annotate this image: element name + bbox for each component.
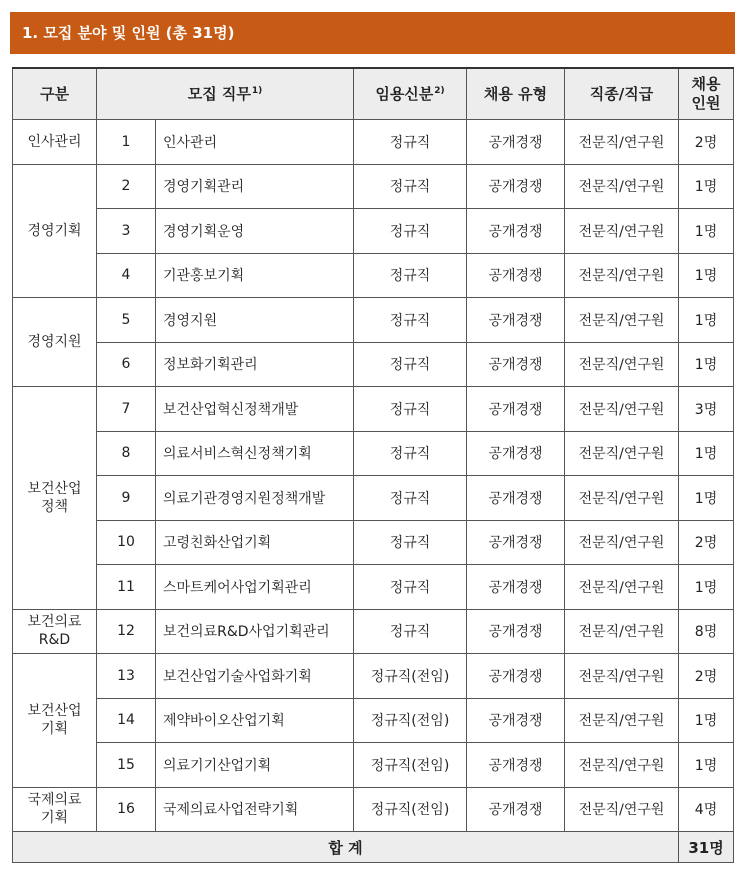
- row-number-cell: 10: [97, 520, 156, 565]
- job-cell: 보건의료R&D사업기획관리: [156, 609, 354, 654]
- grade-cell: 전문직/연구원: [565, 342, 679, 387]
- count-cell: 1명: [679, 431, 734, 476]
- job-cell: 국제의료사업전략기획: [156, 787, 354, 832]
- status-cell: 정규직: [354, 164, 467, 209]
- status-cell: 정규직: [354, 565, 467, 610]
- count-cell: 1명: [679, 253, 734, 298]
- row-number-cell: 16: [97, 787, 156, 832]
- type-cell: 공개경쟁: [467, 164, 565, 209]
- table-row: [13, 387, 734, 432]
- row-number-cell: 8: [97, 431, 156, 476]
- status-cell: 정규직: [354, 387, 467, 432]
- header-duty: 모집 직무$^{1)}$: [97, 68, 354, 120]
- row-number-cell: 13: [97, 654, 156, 699]
- table-row: [13, 787, 734, 832]
- grade-cell: 전문직/연구원: [565, 120, 679, 165]
- type-cell: 공개경쟁: [467, 387, 565, 432]
- grade-cell: 전문직/연구원: [565, 298, 679, 343]
- table-row: [13, 253, 734, 298]
- status-cell: 정규직: [354, 476, 467, 521]
- grade-cell: 전문직/연구원: [565, 253, 679, 298]
- job-cell: 스마트케어사업기획관리: [156, 565, 354, 610]
- category-cell: 보건산업 기획: [13, 654, 97, 788]
- table-body: [13, 120, 734, 832]
- job-cell: 기관홍보기획: [156, 253, 354, 298]
- count-cell: 1명: [679, 698, 734, 743]
- grade-cell: 전문직/연구원: [565, 743, 679, 788]
- row-number-cell: 12: [97, 609, 156, 654]
- header-count: 채용 인원: [679, 68, 734, 120]
- job-cell: 의료기기산업기획: [156, 743, 354, 788]
- category-cell: 국제의료 기획: [13, 787, 97, 832]
- job-cell: 경영지원: [156, 298, 354, 343]
- grade-cell: 전문직/연구원: [565, 609, 679, 654]
- count-cell: 1명: [679, 342, 734, 387]
- row-number-cell: 14: [97, 698, 156, 743]
- job-cell: 보건산업기술사업화기획: [156, 654, 354, 699]
- grade-cell: 전문직/연구원: [565, 565, 679, 610]
- header-status: 임용신분$^{2)}$: [354, 68, 467, 120]
- status-cell: 정규직: [354, 342, 467, 387]
- footnote-mark: 1): [251, 85, 263, 96]
- table-header: [13, 68, 734, 120]
- header-grade: 직종/직급: [565, 68, 679, 120]
- header-category: 구분: [13, 68, 97, 120]
- grade-cell: 전문직/연구원: [565, 698, 679, 743]
- type-cell: 공개경쟁: [467, 520, 565, 565]
- section-title-banner: [10, 12, 735, 54]
- count-cell: 2명: [679, 520, 734, 565]
- total-label: 합 계: [13, 832, 679, 863]
- count-cell: 1명: [679, 298, 734, 343]
- table-row: [13, 298, 734, 343]
- row-number-cell: 1: [97, 120, 156, 165]
- job-cell: 보건산업혁신정책개발: [156, 387, 354, 432]
- row-number-cell: 15: [97, 743, 156, 788]
- status-cell: 정규직: [354, 520, 467, 565]
- grade-cell: 전문직/연구원: [565, 164, 679, 209]
- table-row: [13, 565, 734, 610]
- job-cell: 의료기관경영지원정책개발: [156, 476, 354, 521]
- row-number-cell: 4: [97, 253, 156, 298]
- count-cell: 4명: [679, 787, 734, 832]
- grade-cell: 전문직/연구원: [565, 787, 679, 832]
- category-cell: 보건의료 R&D: [13, 609, 97, 654]
- grade-cell: 전문직/연구원: [565, 654, 679, 699]
- count-cell: 1명: [679, 565, 734, 610]
- type-cell: 공개경쟁: [467, 565, 565, 610]
- type-cell: 공개경쟁: [467, 342, 565, 387]
- status-cell: 정규직(전임): [354, 698, 467, 743]
- count-cell: 2명: [679, 120, 734, 165]
- count-cell: 3명: [679, 387, 734, 432]
- type-cell: 공개경쟁: [467, 654, 565, 699]
- row-number-cell: 3: [97, 209, 156, 254]
- grade-cell: 전문직/연구원: [565, 431, 679, 476]
- table-row: [13, 520, 734, 565]
- status-cell: 정규직: [354, 431, 467, 476]
- status-cell: 정규직: [354, 609, 467, 654]
- grade-cell: 전문직/연구원: [565, 209, 679, 254]
- type-cell: 공개경쟁: [467, 253, 565, 298]
- footnote-mark: 2): [434, 85, 445, 96]
- status-cell: 정규직(전임): [354, 654, 467, 699]
- count-cell: 8명: [679, 609, 734, 654]
- table-row: [13, 476, 734, 521]
- type-cell: 공개경쟁: [467, 298, 565, 343]
- status-cell: 정규직: [354, 209, 467, 254]
- count-cell: 1명: [679, 164, 734, 209]
- type-cell: 공개경쟁: [467, 609, 565, 654]
- table-row: [13, 654, 734, 699]
- total-row: [13, 832, 734, 863]
- type-cell: 공개경쟁: [467, 209, 565, 254]
- status-cell: 정규직: [354, 253, 467, 298]
- total-count: 31명: [679, 832, 734, 863]
- status-cell: 정규직(전임): [354, 787, 467, 832]
- table-row: [13, 698, 734, 743]
- job-cell: 의료서비스혁신정책기획: [156, 431, 354, 476]
- status-cell: 정규직: [354, 298, 467, 343]
- type-cell: 공개경쟁: [467, 431, 565, 476]
- table-row: [13, 609, 734, 654]
- status-cell: 정규직: [354, 120, 467, 165]
- row-number-cell: 11: [97, 565, 156, 610]
- section-title: 1. 모집 분야 및 인원 (총 31명): [22, 24, 235, 42]
- table-row: [13, 431, 734, 476]
- type-cell: 공개경쟁: [467, 743, 565, 788]
- recruitment-table: [12, 67, 734, 863]
- count-cell: 1명: [679, 476, 734, 521]
- count-cell: 1명: [679, 209, 734, 254]
- count-cell: 1명: [679, 743, 734, 788]
- row-number-cell: 7: [97, 387, 156, 432]
- category-cell: 인사관리: [13, 120, 97, 165]
- type-cell: 공개경쟁: [467, 787, 565, 832]
- job-cell: 인사관리: [156, 120, 354, 165]
- row-number-cell: 9: [97, 476, 156, 521]
- table-row: [13, 743, 734, 788]
- category-cell: 경영지원: [13, 298, 97, 387]
- count-cell: 2명: [679, 654, 734, 699]
- type-cell: 공개경쟁: [467, 476, 565, 521]
- type-cell: 공개경쟁: [467, 120, 565, 165]
- job-cell: 경영기획운영: [156, 209, 354, 254]
- category-cell: 경영기획: [13, 164, 97, 298]
- table-row: [13, 120, 734, 165]
- table-row: [13, 164, 734, 209]
- header-type: 채용 유형: [467, 68, 565, 120]
- job-cell: 경영기획관리: [156, 164, 354, 209]
- job-cell: 제약바이오산업기획: [156, 698, 354, 743]
- job-cell: 고령친화산업기획: [156, 520, 354, 565]
- table-row: [13, 209, 734, 254]
- row-number-cell: 2: [97, 164, 156, 209]
- job-cell: 정보화기획관리: [156, 342, 354, 387]
- status-cell: 정규직(전임): [354, 743, 467, 788]
- category-cell: 보건산업 정책: [13, 387, 97, 610]
- header-row: [13, 68, 734, 120]
- grade-cell: 전문직/연구원: [565, 476, 679, 521]
- row-number-cell: 6: [97, 342, 156, 387]
- table-row: [13, 342, 734, 387]
- grade-cell: 전문직/연구원: [565, 387, 679, 432]
- type-cell: 공개경쟁: [467, 698, 565, 743]
- grade-cell: 전문직/연구원: [565, 520, 679, 565]
- row-number-cell: 5: [97, 298, 156, 343]
